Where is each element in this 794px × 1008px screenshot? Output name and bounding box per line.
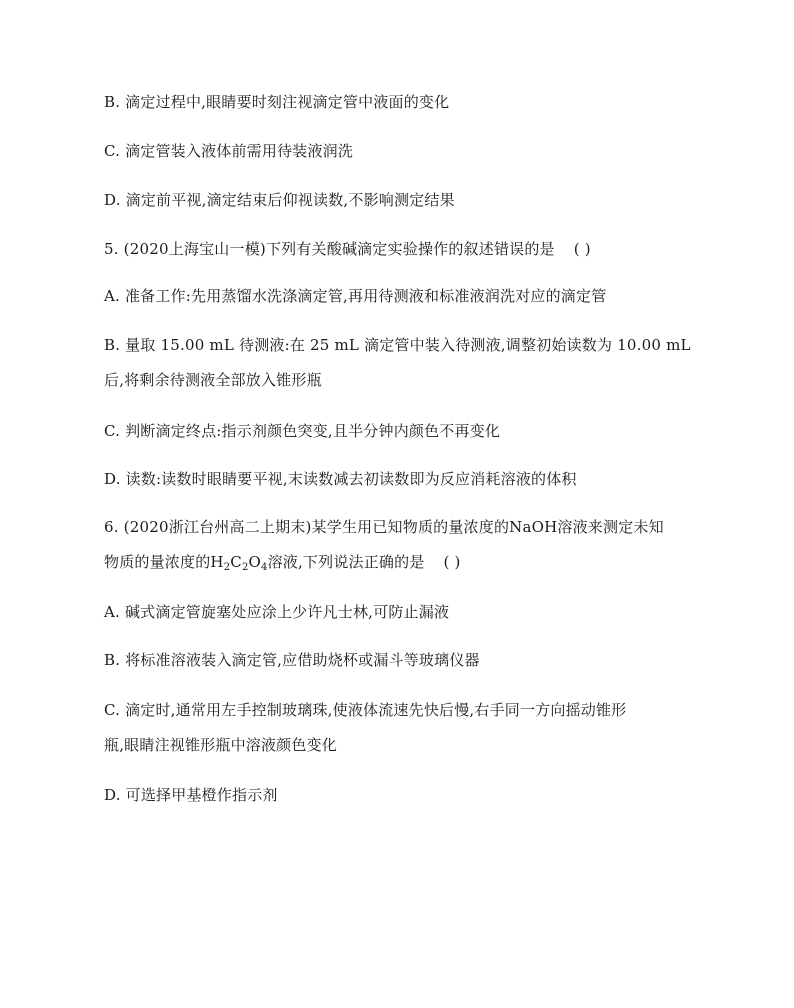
formula-c: C (230, 553, 242, 571)
q6-option-d: D. 可选择甲基橙作指示剂 (104, 786, 278, 804)
q6-answer-blank: ( ) (443, 553, 461, 571)
q4-option-c: C. 滴定管装入液体前需用待装液润洗 (104, 142, 354, 160)
q4-option-d: D. 滴定前平视,滴定结束后仰视读数,不影响测定结果 (104, 191, 455, 209)
q6-option-a: A. 碱式滴定管旋塞处应涂上少许凡士林,可防止漏液 (104, 603, 450, 621)
q5-stem (104, 239, 591, 259)
q6-stem-prefix: 物质的量浓度的 (104, 553, 211, 571)
formula-h-subscript: 2 (223, 562, 231, 573)
q5-option-c: C. 判断滴定终点:指示剂颜色突变,且半分钟内颜色不再变化 (104, 422, 501, 440)
formula-c-subscript: 2 (241, 562, 249, 573)
q4-option-b: B. 滴定过程中,眼睛要时刻注视滴定管中液面的变化 (104, 93, 450, 111)
q5-option-b-line1: B. 量取 15.00 mL 待测液:在 25 mL 滴定管中装入待测液,调整初始读数为 10.00 mL (104, 336, 691, 354)
oxalic-acid-formula (210, 553, 267, 571)
q6-stem-suffix: 溶液,下列说法正确的是 (267, 553, 425, 571)
q6-stem-line2 (104, 552, 461, 572)
formula-o-subscript: 4 (261, 562, 268, 573)
q5-option-b-line2: 后,将剩余待测液全部放入锥形瓶 (104, 371, 322, 389)
q5-option-a: A. 准备工作:先用蒸馏水洗涤滴定管,再用待测液和标准液润洗对应的滴定管 (104, 287, 607, 305)
q5-answer-blank: ( ) (573, 240, 591, 258)
formula-h: H (210, 553, 224, 571)
q6-option-c-line2: 瓶,眼睛注视锥形瓶中溶液颜色变化 (104, 736, 337, 754)
q5-stem-text: 5. (2020上海宝山一模)下列有关酸碱滴定实验操作的叙述错误的是 (104, 240, 555, 258)
formula-o: O (248, 553, 261, 571)
q5-option-d: D. 读数:读数时眼睛要平视,末读数减去初读数即为反应消耗溶液的体积 (104, 470, 577, 488)
q6-option-c-line1: C. 滴定时,通常用左手控制玻璃珠,使液体流速先快后慢,右手同一方向摇动锥形 (104, 701, 627, 719)
q6-option-b: B. 将标准溶液装入滴定管,应借助烧杯或漏斗等玻璃仪器 (104, 651, 480, 669)
q6-stem-line1: 6. (2020浙江台州高二上期末)某学生用已知物质的量浓度的NaOH溶液来测定未知 (104, 518, 664, 536)
